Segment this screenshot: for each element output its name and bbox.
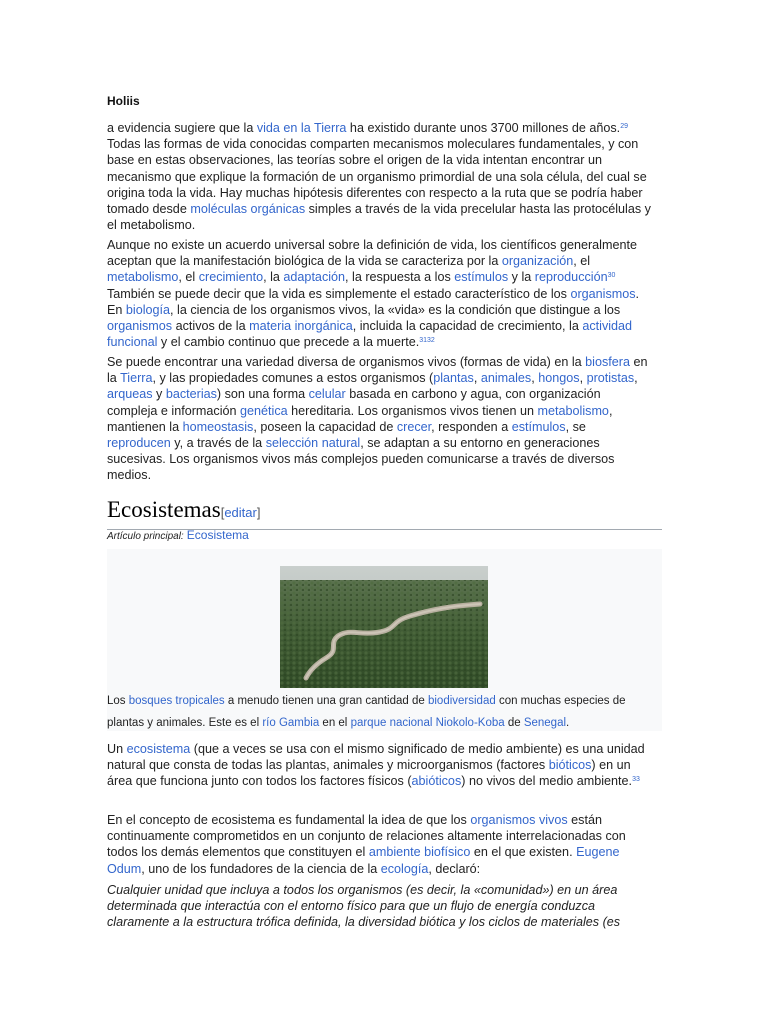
link-reproducen[interactable]: reproducen	[107, 436, 171, 451]
text: Todas las formas de vida conocidas comparten mecanismos moleculares fundamentales, y con base en estas observaciones, las teorías sobre el origen de la vida intentan encontrar un mecanismo que explique la formación de un organismo primordial de una sola célula, del cual se origina toda la vida. Hay muchas hipótesis diferentes con respecto a la ruta que se podría haber tomado desde	[107, 137, 647, 217]
main-article-hatnote	[107, 528, 249, 542]
link-celular[interactable]: celular	[308, 387, 346, 402]
text: ) son una forma	[216, 387, 309, 402]
hatnote-label: Artículo principal:	[107, 531, 184, 542]
text: simples a través de la vida precelular hasta las protocélulas y el metabolismo.	[107, 202, 651, 233]
text: y, a través de la	[170, 436, 266, 451]
link-ecosistema-main-article[interactable]: Ecosistema	[186, 528, 249, 542]
link-actividad-funcional[interactable]: actividad funcional	[107, 319, 633, 350]
citation-31-32[interactable]: 3132	[419, 337, 435, 345]
text: Un	[107, 742, 127, 756]
text: , declaró:	[428, 861, 481, 876]
odum-quote	[107, 882, 652, 931]
text: , la	[263, 270, 284, 285]
text: y el cambio continuo que precede a la muerte.	[157, 335, 420, 350]
link-ambiente-biofisico[interactable]: ambiente biofísico	[368, 845, 471, 860]
paragraph-ecosystem-definition	[107, 741, 652, 790]
text: , la ciencia de los organismos vivos, la «vida» es la condición que distingue a los	[170, 302, 621, 317]
small-heading: Holiis	[107, 94, 140, 108]
link-rio-gambia[interactable]: río Gambia	[262, 717, 320, 729]
text: ) no vivos del medio ambiente.	[461, 774, 633, 789]
text: , incluida la capacidad de crecimiento, la	[352, 319, 583, 334]
link-tierra[interactable]: Tierra	[120, 371, 153, 386]
link-arqueas[interactable]: arqueas	[107, 387, 153, 402]
bracket-open: [	[220, 505, 225, 520]
link-metabolismo[interactable]: metabolismo	[107, 270, 179, 285]
link-ecosistema[interactable]: ecosistema	[126, 742, 191, 756]
paragraph-ecosystem-concept	[107, 812, 652, 877]
link-estimulos-2[interactable]: estímulos	[511, 419, 566, 434]
edit-label[interactable]: editar	[224, 505, 257, 520]
text: ,	[579, 371, 587, 386]
text: , uno de los fundadores de la ciencia de la	[141, 861, 381, 876]
link-organismos-vivos[interactable]: organismos vivos	[470, 813, 568, 827]
text: a evidencia sugiere que la	[107, 121, 257, 135]
text: están continuamente comprometidos en un conjunto de relaciones altamente interrelacionadas con todos los demás elementos que constituyen el	[107, 813, 626, 860]
text: , se	[565, 419, 586, 434]
link-materia-inorganica[interactable]: materia inorgánica	[249, 319, 353, 334]
link-organismos-2[interactable]: organismos	[107, 319, 173, 334]
text: En el concepto de ecosistema es fundamental la idea de que los	[107, 813, 471, 827]
link-moleculas-organicas[interactable]: moléculas orgánicas	[190, 202, 306, 217]
link-bioticos[interactable]: bióticos	[548, 758, 592, 773]
bracket-close: ]	[256, 505, 261, 520]
text: ,	[634, 371, 638, 386]
text: ,	[531, 371, 539, 386]
text: También se puede decir que la vida es simplemente el estado característico de los	[107, 286, 571, 301]
link-abioticos[interactable]: abióticos	[411, 774, 462, 789]
link-bosques-tropicales[interactable]: bosques tropicales	[128, 695, 225, 707]
text: Aunque no existe un acuerdo universal sobre la definición de vida, los científicos generalmente aceptan que la manifestación biológica de la vida se caracteriza por la	[107, 238, 637, 269]
link-parque-nacional-niokolo-koba[interactable]: parque nacional Niokolo-Koba	[350, 717, 505, 729]
link-genetica[interactable]: genética	[240, 403, 288, 418]
text: , y las propiedades comunes a estos organismos (	[152, 371, 434, 386]
link-biodiversidad[interactable]: biodiversidad	[427, 695, 496, 707]
text: , mantienen la	[107, 403, 613, 434]
text: , responden a	[431, 419, 512, 434]
link-biologia[interactable]: biología	[125, 302, 171, 317]
link-organismos[interactable]: organismos	[570, 286, 636, 301]
text: Los	[107, 695, 129, 707]
link-homeostasis[interactable]: homeostasis	[182, 419, 254, 434]
text: y	[152, 387, 166, 402]
link-senegal[interactable]: Senegal	[523, 717, 567, 729]
link-biosfera[interactable]: biosfera	[585, 355, 630, 369]
paragraph-definition-of-life	[107, 237, 652, 350]
text: Se puede encontrar una variedad diversa de organismos vivos (formas de vida) en la	[107, 355, 586, 369]
link-crecer[interactable]: crecer	[396, 419, 432, 434]
link-eugene-odum[interactable]: Eugene Odum	[107, 845, 620, 876]
text: , se adaptan a su entorno en generaciones sucesivas. Los organismos vivos más complejos pueden comunicarse a través de diversos medios.	[107, 436, 615, 483]
text: ) en un área que funciona junto con todos los factores físicos (	[107, 758, 631, 789]
text: ,	[473, 371, 481, 386]
link-ecologia[interactable]: ecología	[380, 861, 429, 876]
text: hereditaria. Los organismos vivos tienen un	[287, 403, 538, 418]
text: , poseen la capacidad de	[253, 419, 397, 434]
link-metabolismo-2[interactable]: metabolismo	[537, 403, 609, 418]
section-title-text: Ecosistemas	[107, 497, 221, 522]
citation-30[interactable]: 30	[607, 272, 616, 280]
text: a menudo tienen una gran cantidad de	[224, 695, 428, 707]
text: en el que existen.	[470, 845, 577, 860]
link-plantas[interactable]: plantas	[433, 371, 474, 386]
image-caption	[107, 690, 662, 734]
gambia-river-photo[interactable]	[280, 566, 488, 688]
citation-33[interactable]: 33	[632, 776, 640, 784]
text: .	[566, 717, 570, 729]
link-crecimiento[interactable]: crecimiento	[198, 270, 264, 285]
link-adaptacion[interactable]: adaptación	[283, 270, 346, 285]
text: (que a veces se usa con el mismo significado de medio ambiente) es una unidad natural que consta de todas las plantas, animales y microorganismos (factores	[107, 742, 645, 773]
text: , la respuesta a los	[345, 270, 455, 285]
text: , el	[178, 270, 199, 285]
link-hongos[interactable]: hongos	[538, 371, 580, 386]
link-protistas[interactable]: protistas	[586, 371, 635, 386]
paragraph-origin-of-life	[107, 120, 652, 233]
text: . En	[107, 286, 640, 317]
text: basada en carbono y agua, con organización compleja e información	[107, 387, 601, 418]
text: y la	[508, 270, 535, 285]
link-reproduccion[interactable]: reproducción	[534, 270, 608, 285]
section-heading-ecosistemas	[107, 496, 662, 530]
citation-29[interactable]: 29	[620, 123, 628, 130]
text: con muchas especies de plantas y animales. Este es el	[107, 695, 626, 729]
link-vida-en-la-tierra[interactable]: vida en la Tierra	[256, 121, 347, 135]
paragraph-living-organisms	[107, 354, 652, 484]
text: , el	[573, 254, 591, 269]
text: en la	[107, 355, 648, 386]
link-organizacion[interactable]: organización	[501, 254, 574, 269]
section-edit-link[interactable]	[221, 505, 261, 520]
quote-text: Cualquier unidad que incluya a todos los organismos (es decir, la «comunidad») en un área determinada que interactúa con el entorno físico para que un flujo de energía conduzca claramente a la estructura trófica definida, la diversidad biótica y los ciclos de materiales (es	[107, 883, 621, 930]
text: de	[504, 717, 524, 729]
link-bacterias[interactable]: bacterias	[165, 387, 217, 402]
link-estimulos[interactable]: estímulos	[454, 270, 509, 285]
text: en el	[319, 717, 351, 729]
link-animales[interactable]: animales	[480, 371, 532, 386]
text: activos de la	[172, 319, 250, 334]
link-seleccion-natural[interactable]: selección natural	[265, 436, 361, 451]
text: ha existido durante unos 3700 millones de años.	[346, 121, 621, 135]
